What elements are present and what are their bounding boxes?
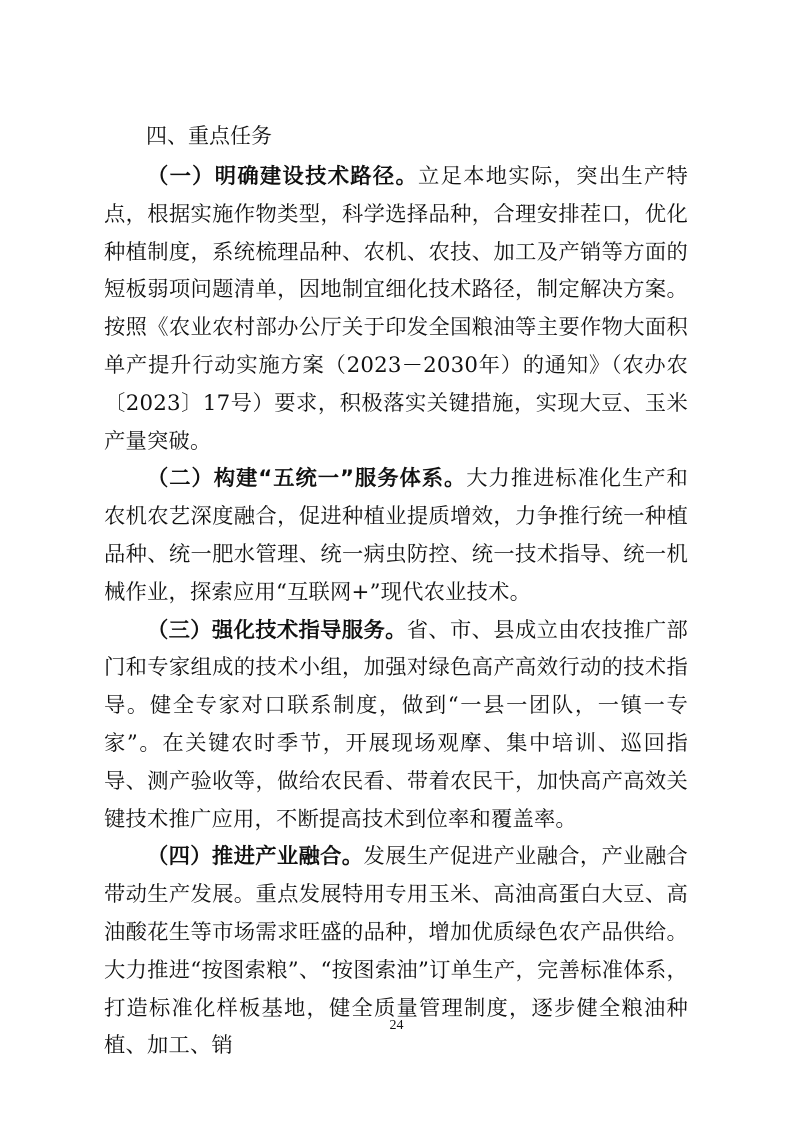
paragraph-3-text: 省、市、县成立由农技推广部门和专家组成的技术小组，加强对绿色高产高效行动的技术指导。健全专家对口联系制度，做到“一县一团队，一镇一专家”。在关键农时季节，开展现场观摩、集中培训、巡回指导、测产验收等，做给农民看、带着农民干，加快高产高效关键技术推广应用，不断提高技术到位率和覆盖率。: [104, 617, 688, 832]
paragraph-4-text: 发展生产促进产业融合，产业融合带动生产发展。重点发展特用专用玉米、高油高蛋白大豆、高油酸花生等市场需求旺盛的品种，增加优质绿色农产品供给。大力推进“按图索粮”、“按图索油”订单生产，完善标准体系，打造标准化样板基地，健全质量管理制度，逐步健全粮油种植、加工、销: [104, 844, 688, 1059]
page-number: 24: [389, 1018, 404, 1033]
paragraph-1-text: 立足本地实际，突出生产特点，根据实施作物类型，科学选择品种，合理安排茬口，优化种植制度，系统梳理品种、农机、农技、加工及产销等方面的短板弱项问题清单，因地制宜细化技术路径，制定解决方案。按照《农业农村部办公厅关于印发全国粮油等主要作物大面积单产提升行动实施方案（2023－2030年）的通知》（农办农〔2023〕17号）要求，积极落实关键措施，实现大豆、玉米产量突破。: [104, 164, 688, 454]
paragraph-3-title: （三）强化技术指导服务。: [147, 617, 407, 643]
paragraph-1: [104, 158, 688, 460]
paragraph-2-text: 大力推进标准化生产和农机农艺深度融合，促进种植业提质增效，力争推行统一种植品种、统一肥水管理、统一病虫防控、统一技术指导、统一机械作业，探索应用“互联网+”现代农业技术。: [104, 466, 688, 605]
paragraph-3: [104, 612, 688, 839]
body-text: [104, 158, 688, 1065]
paragraph-1-title: （一）明确建设技术路径。: [147, 164, 419, 189]
paragraph-2-title: （二）构建“五统一”服务体系。: [147, 466, 467, 492]
paragraph-2: [104, 460, 688, 611]
section-heading: 四、重点任务: [146, 124, 272, 148]
paragraph-4-title: （四）推进产业融合。: [147, 844, 364, 870]
